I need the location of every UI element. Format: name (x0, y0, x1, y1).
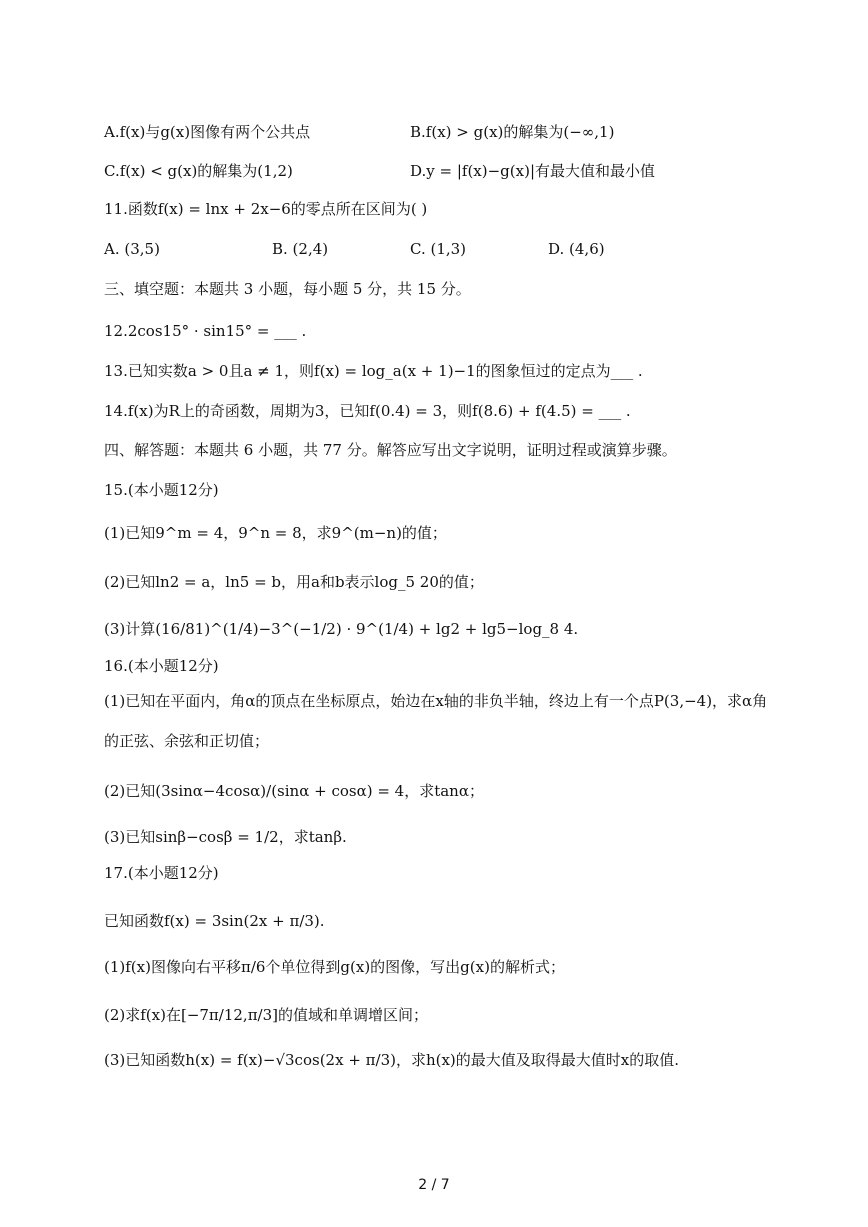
q17-part-3: (3)已知函数h(x) = f(x)−√3cos(2x + π/3)，求h(x)的最大值及取得最大值时x的取值. (104, 1051, 680, 1069)
q15-part-1: (1)已知9^m = 4，9^n = 8，求9^(m−n)的值； (104, 524, 447, 542)
q17-part-1: (1)f(x)图像向右平移π/6个单位得到g(x)的图像，写出g(x)的解析式； (104, 958, 565, 976)
q11-option-b: B. (2,4) (272, 240, 329, 258)
q15-part-2: (2)已知ln2 = a，ln5 = b，用a和b表示log_5 20的值； (104, 573, 484, 591)
q15-header: 15.(本小题12分) (104, 481, 219, 499)
q10-option-d: D.y = |f(x)−g(x)|有最大值和最小值 (410, 162, 655, 180)
section-fill-in-heading: 三、填空题：本题共 3 小题，每小题 5 分，共 15 分。 (104, 280, 471, 298)
q17-part-2: (2)求f(x)在[−7π/12,π/3]的值域和单调增区间； (104, 1006, 429, 1024)
q16-part-1-line-2: 的正弦、余弦和正切值； (104, 732, 270, 750)
question-12: 12.2cos15° · sin15° = ___ . (104, 322, 307, 340)
q10-option-c: C.f(x) < g(x)的解集为(1,2) (104, 162, 293, 180)
q16-header: 16.(本小题12分) (104, 657, 219, 675)
q16-part-2: (2)已知(3sinα−4cosα)/(sinα + cosα) = 4，求tanα； (104, 782, 484, 800)
q10-option-b: B.f(x) > g(x)的解集为(−∞,1) (410, 123, 615, 141)
q16-part-3: (3)已知sinβ−cosβ = 1/2，求tanβ. (104, 828, 347, 846)
q11-option-a: A. (3,5) (104, 240, 160, 258)
q16-part-1-line-1: (1)已知在平面内，角α的顶点在坐标原点，始边在x轴的非负半轴，终边上有一个点P(3,−4)，求α角 (104, 692, 768, 710)
q11-stem: 11.函数f(x) = lnx + 2x−6的零点所在区间为( ) (104, 200, 428, 218)
question-13: 13.已知实数a > 0且a ≠ 1，则f(x) = log_a(x + 1)−1的图象恒过的定点为___ . (104, 362, 643, 380)
q11-option-c: C. (1,3) (410, 240, 467, 258)
q11-option-d: D. (4,6) (548, 240, 605, 258)
q17-header: 17.(本小题12分) (104, 864, 219, 882)
q17-stem: 已知函数f(x) = 3sin(2x + π/3). (104, 912, 325, 930)
q15-part-3: (3)计算(16/81)^(1/4)−3^(−1/2) · 9^(1/4) + lg2 + lg5−log_8 4. (104, 620, 579, 638)
page-number: 2 / 7 (418, 1177, 450, 1193)
section-answer-heading: 四、解答题：本题共 6 小题，共 77 分。解答应写出文字说明，证明过程或演算步骤。 (104, 441, 677, 459)
q10-option-a: A.f(x)与g(x)图像有两个公共点 (104, 123, 311, 141)
question-14: 14.f(x)为R上的奇函数，周期为3，已知f(0.4) = 3，则f(8.6) + f(4.5) = ___ . (104, 402, 631, 420)
